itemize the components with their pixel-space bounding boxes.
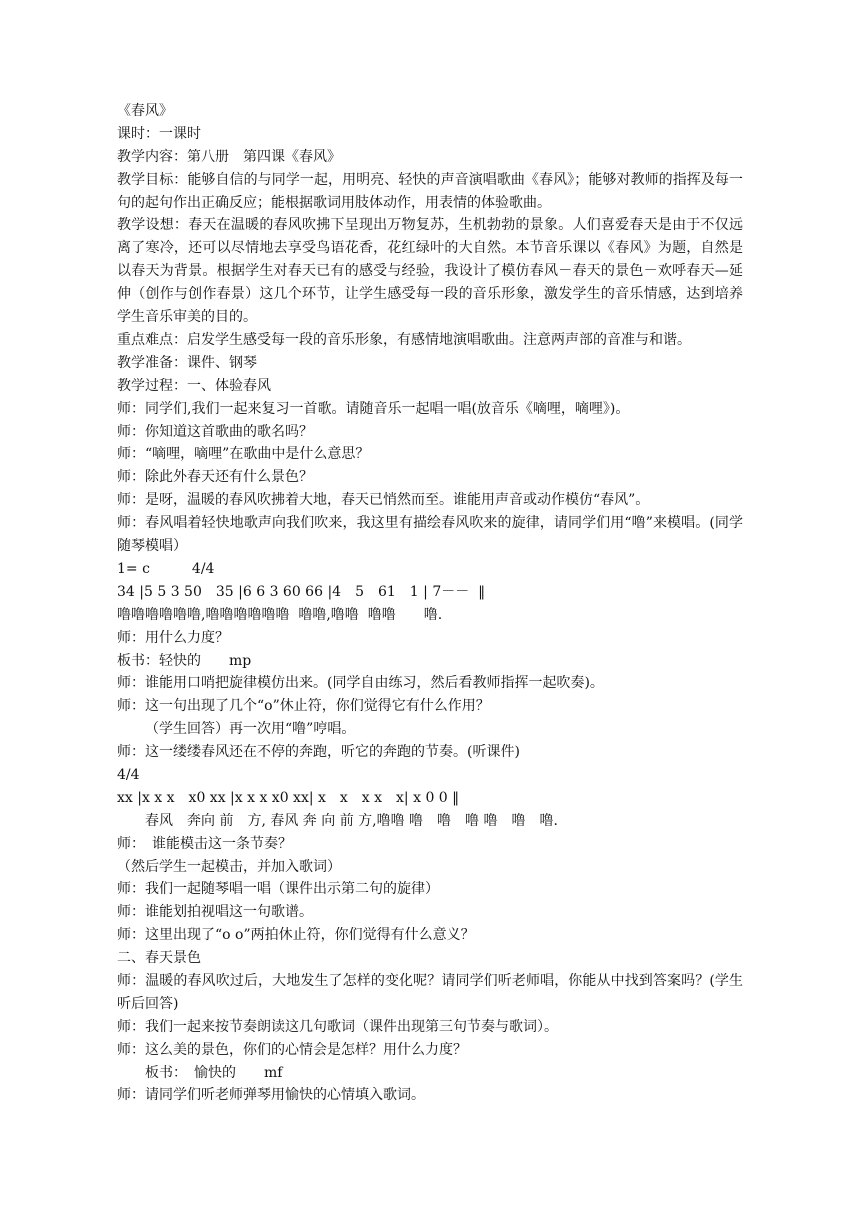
teacher-line: 师：请同学们听老师弹琴用愉快的心情填入歌词。 [117,1087,425,1104]
teacher-line: 师：我们一起随琴唱一唱（课件出示第二句的旋律） [117,881,439,898]
teacher-line: 师：我们一起来按节奏朗读这几句歌词（课件出现第三句节奏与歌词）。 [117,1018,558,1035]
teacher-line: 师：这里出现了“o o”两拍休止符，你们觉得有什么意义？ [117,927,475,944]
teaching-design: 教学设想：春天在温暖的春风吹拂下呈现出万物复苏，生机勃勃的景象。人们喜爱春天是由于不仅远离了寒冷，还可以尽情地去享受鸟语花香，花红绿叶的大自然。本节音乐课以《春风》为题，自然是以春天为背景。根据学生对春天已有的感受与经验，我设计了模仿春风－春天的景色－欢呼春天—延伸（创作与创作春景）这几个环节，让学生感受每一段的音乐形象，激发学生的音乐情感，达到培养学生音乐审美的目的。 [117,217,743,326]
teaching-process: 教学过程：一、体验春风 [117,377,271,394]
melody-notation: 34 |5 5 3 50 35 |6 6 3 60 66 |4 5 61 1 | 7－－ ‖ [117,583,486,600]
section-heading: 二、春天景色 [117,950,201,967]
time-signature: 4/4 [117,766,140,783]
doc-title: 《春风》 [117,103,173,119]
teacher-line: 师：“嘀哩，嘀哩”在歌曲中是什么意思？ [117,446,370,463]
teaching-prep: 教学准备：课件、钢琴 [117,354,257,371]
teacher-line: 师：这一缕缕春风还在不停的奔跑，听它的奔跑的节奏。(听课件) [117,744,520,761]
teacher-line: 师：谁能用口哨把旋律模仿出来。(同学自由练习，然后看教师指挥一起吹奏)。 [117,675,604,692]
teaching-content: 教学内容：第八册 第四课《春风》 [117,148,341,165]
lesson-plan-document [117,100,743,1107]
rhythm-lyrics: 春风 奔向 前 方, 春风 奔 向 前 方,噜噜 噜 噜 噜 噜 噜 噜. [145,812,558,829]
teacher-line: 师：同学们,我们一起来复习一首歌。请随音乐一起唱一唱(放音乐《嘀哩，嘀哩》)。 [117,400,630,417]
teacher-line: 师：是呀，温暖的春风吹拂着大地，春天已悄然而至。谁能用声音或动作模仿“春风”。 [117,492,650,509]
rhythm-notation: xx |x x x x0 xx |x x x x0 xx| x x x x x| x 0 0 ‖ [117,789,460,806]
teacher-line: 师：这一句出现了几个“o”休止符，你们觉得它有什么作用？ [117,698,490,715]
teacher-line: 师：用什么力度？ [117,629,229,646]
teacher-line: 师：温暖的春风吹过后，大地发生了怎样的变化呢？请同学们听老师唱，你能从中找到答案吗？(学生听后回答) [117,972,743,1012]
teacher-line: 师：你知道这首歌曲的歌名吗？ [117,423,313,440]
teacher-line: 师： 谁能模击这一条节奏？ [117,835,292,852]
student-note: （然后学生一起模击，并加入歌词） [117,858,341,875]
teacher-line: 师：这么美的景色，你们的心情会是怎样？用什么力度？ [117,1041,467,1058]
board-note: 板书： 愉快的 mf [145,1064,283,1081]
key-signature: 1= c 4/4 [117,560,215,577]
student-answer: （学生回答）再一次用“噜”哼唱。 [145,721,356,738]
key-difficulties: 重点难点：启发学生感受每一段的音乐形象，有感情地演唱歌曲。注意两声部的音准与和谐。 [117,332,691,349]
melody-lyrics: 噜噜噜噜噜噜,噜噜噜噜噜噜 噜噜,噜噜 噜噜 噜. [117,606,443,623]
lesson-period: 课时：一课时 [117,125,201,142]
board-note: 板书：轻快的 mp [117,652,252,669]
teacher-line: 师：谁能划拍视唱这一句歌谱。 [117,904,313,921]
teacher-line: 师：春风唱着轻快地歌声向我们吹来，我这里有描绘春风吹来的旋律，请同学们用“噜”来模唱。(同学随琴模唱） [117,515,743,555]
teacher-line: 师：除此外春天还有什么景色？ [117,469,313,486]
teaching-goal: 教学目标：能够自信的与同学一起，用明亮、轻快的声音演唱歌曲《春风》；能够对教师的指挥及每一句的起句作出正确反应；能根据歌词用肢体动作，用表情的体验歌曲。 [117,171,743,211]
